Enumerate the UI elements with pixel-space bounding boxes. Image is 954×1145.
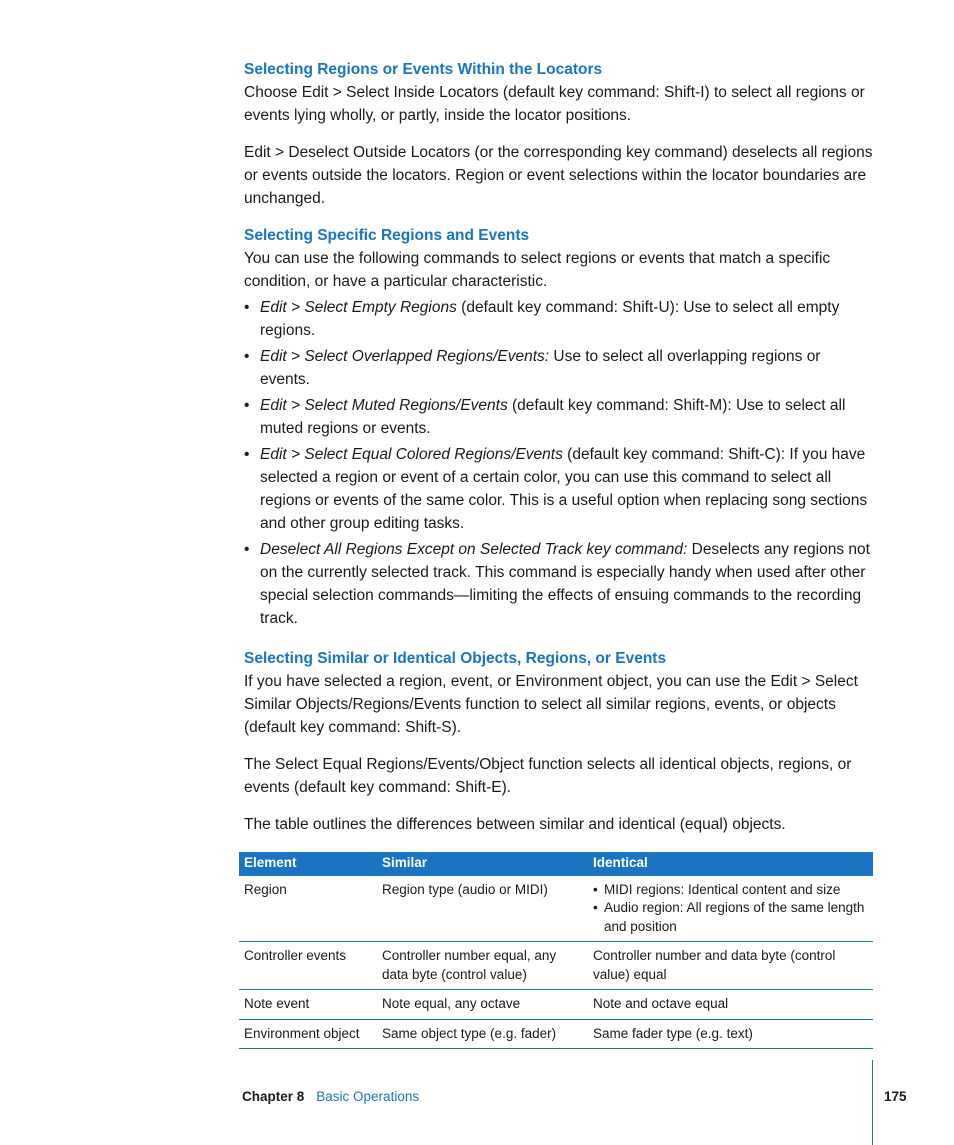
page-number: 175 bbox=[884, 1089, 907, 1104]
section-heading-similar: Selecting Similar or Identical Objects, Regions, or Events bbox=[244, 650, 667, 667]
table-header-row bbox=[239, 852, 873, 876]
cell-identical bbox=[588, 876, 873, 942]
bullet-icon: • bbox=[244, 397, 250, 414]
cell-element: Note event bbox=[239, 990, 377, 1020]
cell-identical: Same fader type (e.g. text) bbox=[588, 1019, 873, 1049]
list-item bbox=[244, 538, 874, 630]
command-desc: (default key command: Shift-C): If you have selected a region or event of a certain color, you can use this command to select all regions or events of the same color. This is a useful option when replacing song sections and other group editing tasks. bbox=[260, 446, 868, 532]
comparison-table bbox=[239, 852, 873, 1049]
cell-similar: Controller number equal, any data byte (control value) bbox=[377, 942, 588, 990]
table-row bbox=[239, 1019, 873, 1049]
table-row bbox=[239, 990, 873, 1020]
bullet-icon: • bbox=[244, 348, 250, 365]
page-footer bbox=[242, 1088, 419, 1106]
table-row bbox=[239, 876, 873, 942]
command-name: Edit > Select Empty Regions bbox=[260, 299, 457, 316]
command-desc: Deselects any regions not on the currently selected track. This command is especially handy when used after other special selection commands—limiting the effects of ensuing commands to the recording track. bbox=[260, 541, 870, 627]
paragraph: You can use the following commands to select regions or events that match a specific condition, or have a particular characteristic. bbox=[244, 250, 831, 290]
bullet-icon: • bbox=[244, 299, 250, 316]
command-name: Edit > Select Muted Regions/Events bbox=[260, 397, 508, 414]
cell-identical: Note and octave equal bbox=[588, 990, 873, 1020]
list-item bbox=[244, 443, 874, 535]
list-item bbox=[244, 394, 874, 440]
bullet-icon: • bbox=[593, 900, 598, 915]
bullet-icon: • bbox=[244, 541, 250, 558]
paragraph: If you have selected a region, event, or Environment object, you can use the Edit > Select Similar Objects/Regions/Events function to select all similar regions, events, or objects (default key command: Shift-S). bbox=[244, 673, 858, 736]
command-name: Deselect All Regions Except on Selected Track key command: bbox=[260, 541, 688, 558]
section-heading-specific: Selecting Specific Regions and Events bbox=[244, 227, 530, 244]
list-item-text: MIDI regions: Identical content and size bbox=[604, 881, 841, 897]
page-content bbox=[244, 58, 874, 836]
cell-similar: Region type (audio or MIDI) bbox=[377, 876, 588, 942]
bullet-icon: • bbox=[244, 446, 250, 463]
command-name: Edit > Select Overlapped Regions/Events: bbox=[260, 348, 550, 365]
section-heading-locators: Selecting Regions or Events Within the Locators bbox=[244, 61, 603, 78]
column-header-identical: Identical bbox=[588, 852, 873, 876]
command-desc: (default key command: Shift-U): Use to select all empty regions. bbox=[260, 299, 840, 339]
cell-similar: Same object type (e.g. fader) bbox=[377, 1019, 588, 1049]
command-name: Edit > Select Equal Colored Regions/Events bbox=[260, 446, 563, 463]
identical-list bbox=[593, 881, 869, 937]
list-item bbox=[244, 296, 874, 342]
cell-identical: Controller number and data byte (control value) equal bbox=[588, 942, 873, 990]
paragraph: Choose Edit > Select Inside Locators (default key command: Shift-I) to select all regions or events lying wholly, or partly, inside the locator positions. bbox=[244, 84, 865, 124]
list-item bbox=[593, 899, 869, 936]
column-header-similar: Similar bbox=[377, 852, 588, 876]
footer-chapter: Chapter 8 bbox=[242, 1089, 305, 1104]
footer-chapter-title: Basic Operations bbox=[316, 1089, 420, 1104]
cell-element: Environment object bbox=[239, 1019, 377, 1049]
cell-element: Region bbox=[239, 876, 377, 942]
column-header-element: Element bbox=[239, 852, 377, 876]
bullet-icon: • bbox=[593, 881, 598, 897]
cell-element: Controller events bbox=[239, 942, 377, 990]
list-item-text: Audio region: All regions of the same length and position bbox=[604, 900, 865, 934]
cell-similar: Note equal, any octave bbox=[377, 990, 588, 1020]
command-desc: Use to select all overlapping regions or events. bbox=[260, 348, 821, 388]
table-row bbox=[239, 942, 873, 990]
paragraph: The table outlines the differences between similar and identical (equal) objects. bbox=[244, 816, 786, 833]
list-item bbox=[244, 345, 874, 391]
paragraph: The Select Equal Regions/Events/Object function selects all identical objects, regions, or events (default key command: Shift-E). bbox=[244, 756, 852, 796]
footer-divider bbox=[872, 1060, 873, 1145]
paragraph: Edit > Deselect Outside Locators (or the corresponding key command) deselects all regions or events outside the locators. Region or event selections within the locator boundaries are unchanged. bbox=[244, 144, 873, 207]
command-list bbox=[244, 296, 874, 630]
command-desc: (default key command: Shift-M): Use to select all muted regions or events. bbox=[260, 397, 846, 437]
list-item bbox=[593, 881, 869, 900]
